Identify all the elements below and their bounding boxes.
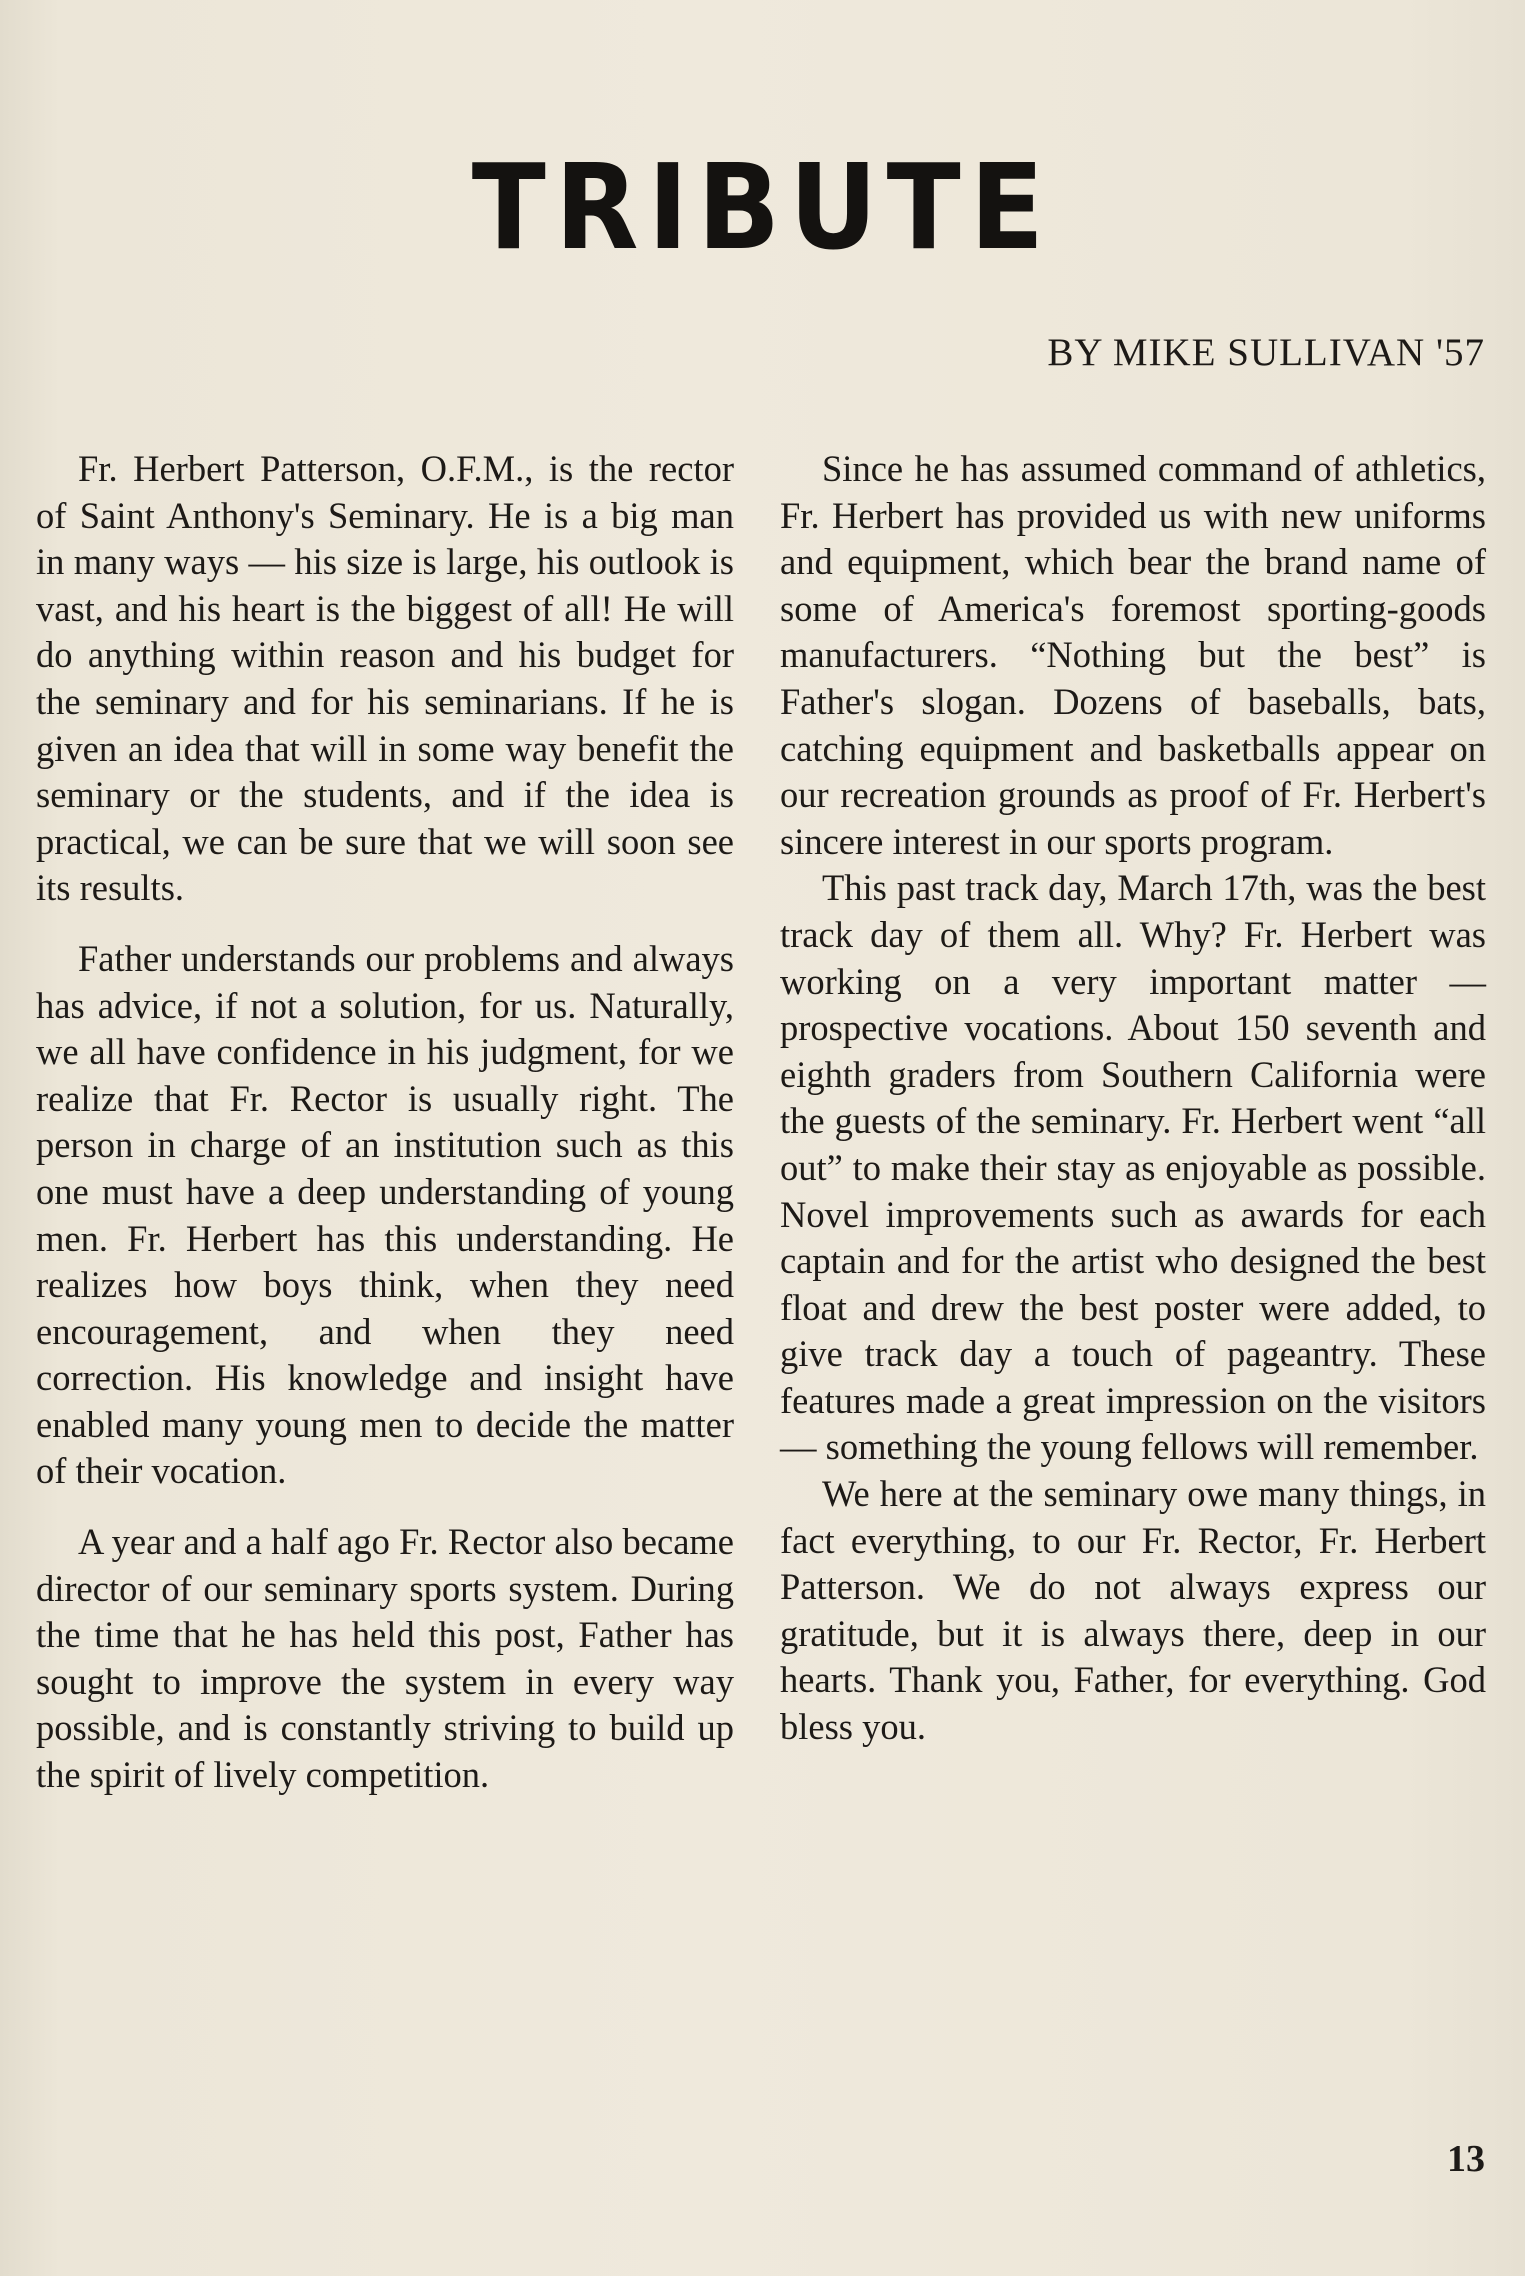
byline: BY MIKE SULLIVAN '57 (1047, 331, 1485, 374)
paragraph: Father understands our problems and always has advice, if not a solution, for us. Naturally, we all have confidence in his judgment, for we realize that Fr. Rector is usually right. The person in charge of an institution such as this one must have a deep understanding of young men. Fr. Herbert has this understanding. He realizes how boys think, when they need encouragement, and when they need correction. His knowledge and insight have enabled many young men to decide the matter of their vocation. (36, 937, 734, 1492)
paragraph: A year and a half ago Fr. Rector also became director of our seminary sports system. During the time that he has held this post, Father has sought to improve the system in every way possible, and is constantly striving to build up the spirit of lively competition. (36, 1521, 734, 1796)
paragraph: This past track day, March 17th, was the best track day of them all. Why? Fr. Herbert was working on a very important matter — prospective vocations. About 150 seventh and eighth graders from Southern California were the guests of the seminary. Fr. Herbert went “all out” to make their stay as enjoyable as possible. Novel improvements such as awards for each captain and for the artist who designed the best float and drew the best poster were added, to give track day a touch of pageantry. These features made a great impression on the visitors — something the young fellows will remember. (780, 867, 1486, 1468)
paragraph: Since he has assumed command of athletics, Fr. Herbert has provided us with new uniforms and equipment, which bear the brand name of some of America's foremost sporting-goods manufacturers. “Nothing but the best” is Father's slogan. Dozens of baseballs, bats, catching equipment and basketballs appear on our recreation grounds as proof of Fr. Herbert's sincere interest in our sports program. (780, 448, 1486, 862)
right-column (780, 446, 1486, 1751)
paragraph: We here at the seminary owe many things, in fact everything, to our Fr. Rector, Fr. Herbert Patterson. We do not always express our gratitude, but it is always there, deep in our hearts. Thank you, Father, for everything. God bless you. (780, 1473, 1486, 1748)
page-title: TRIBUTE (471, 138, 1054, 276)
left-column (36, 446, 734, 1799)
page-number: 13 (1447, 2138, 1485, 2180)
paragraph: Fr. Herbert Patterson, O.F.M., is the rector of Saint Anthony's Seminary. He is a big man in many ways — his size is large, his outlook is vast, and his heart is the biggest of all! He will do anything within reason and his budget for the seminary and for his seminarians. If he is given an idea that will in some way benefit the seminary or the students, and if the idea is practical, we can be sure that we will soon see its results. (36, 448, 734, 909)
